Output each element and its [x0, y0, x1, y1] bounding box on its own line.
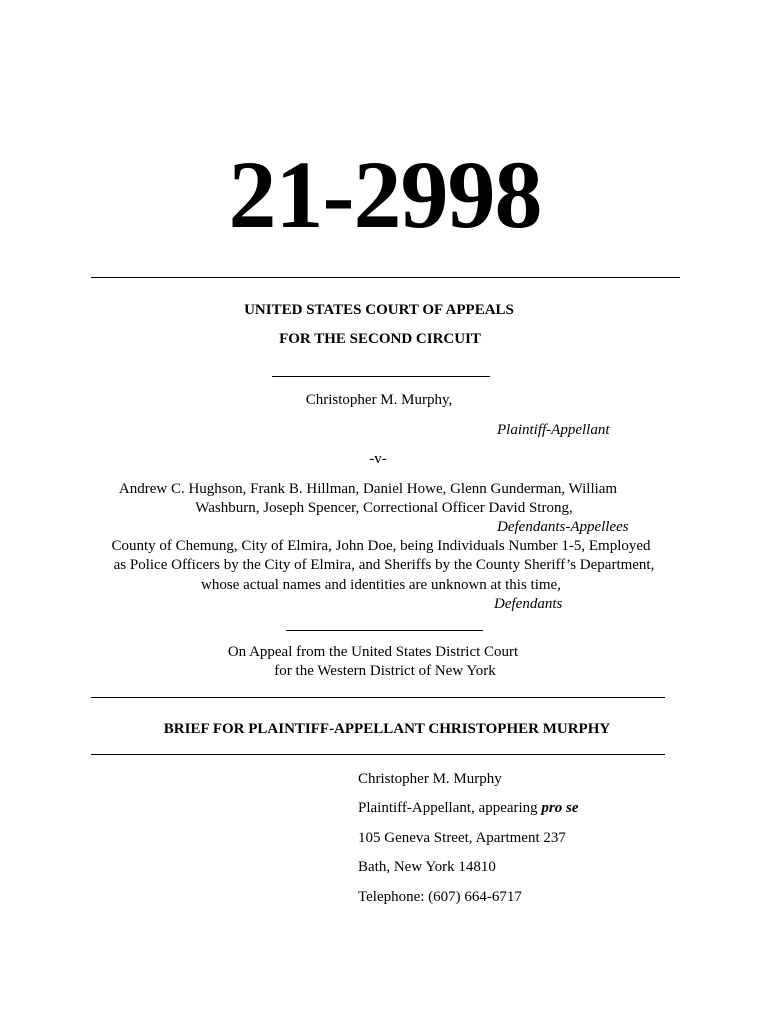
other-defendants-line2: as Police Officers by the City of Elmira, and Sheriffs by the County Sheriff’s Department,	[113, 557, 655, 573]
other-defendants-line3: whose actual names and identities are unknown at this time,	[201, 577, 561, 593]
other-defendants-line1: County of Chemung, City of Elmira, John Doe, being Individuals Number 1-5, Employed	[111, 538, 651, 554]
brief-title: BRIEF FOR PLAINTIFF-APPELLANT CHRISTOPHER MURPHY	[163, 721, 611, 737]
counsel-address-line1: 105 Geneva Street, Apartment 237	[358, 830, 566, 846]
counsel-role	[358, 799, 579, 817]
appeal-line1: On Appeal from the United States District Court	[227, 644, 519, 660]
appeal-divider	[286, 630, 483, 631]
appellees-line2: Washburn, Joseph Spencer, Correctional Officer David Strong,	[195, 500, 573, 516]
appellees-role: Defendants-Appellees	[497, 519, 629, 535]
versus: -v-	[369, 451, 387, 467]
other-defendants-role: Defendants	[494, 596, 563, 612]
counsel-address-line2: Bath, New York 14810	[358, 859, 496, 875]
brief-divider-bottom	[91, 754, 665, 755]
court-name-line2: FOR THE SECOND CIRCUIT	[279, 331, 481, 347]
appellees-line1: Andrew C. Hughson, Frank B. Hillman, Daniel Howe, Glenn Gunderman, William	[118, 481, 618, 497]
counsel-name: Christopher M. Murphy	[358, 771, 502, 787]
appeal-line2: for the Western District of New York	[274, 663, 496, 679]
brief-divider-top	[91, 697, 665, 698]
counsel-role-prefix: Plaintiff-Appellant, appearing	[358, 800, 542, 816]
pro-se-emphasis: pro se	[541, 800, 579, 816]
counsel-phone: Telephone: (607) 664-6717	[358, 889, 522, 905]
court-name-line1: UNITED STATES COURT OF APPEALS	[244, 302, 514, 318]
court-divider	[272, 376, 490, 377]
plaintiff-name: Christopher M. Murphy,	[305, 392, 453, 408]
top-divider	[91, 277, 680, 278]
plaintiff-role: Plaintiff-Appellant	[497, 422, 610, 438]
case-number: 21-2998	[228, 141, 542, 248]
